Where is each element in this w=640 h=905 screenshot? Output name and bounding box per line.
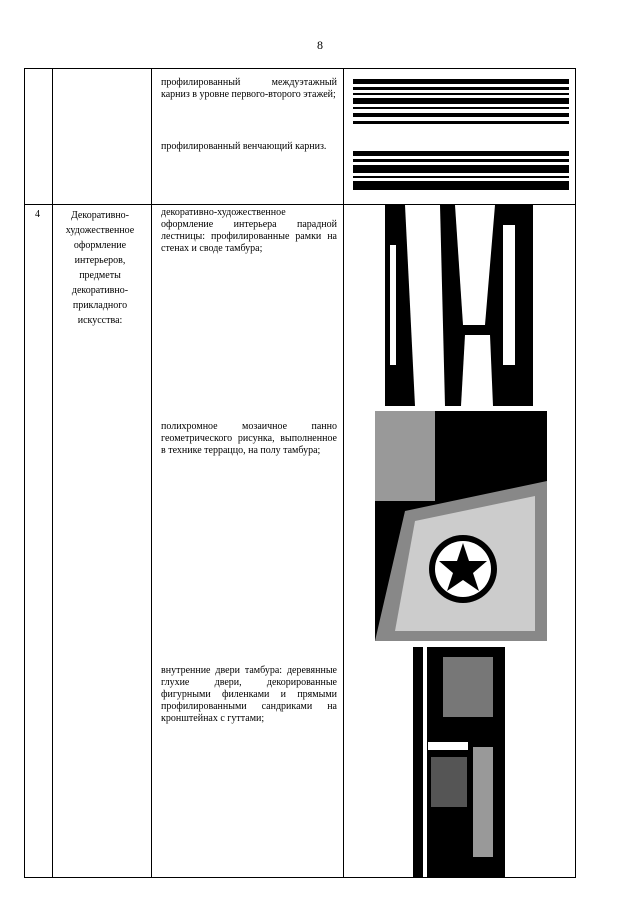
- item-text-crowning-cornice: профилированный венчающий карниз.: [161, 141, 327, 152]
- mosaic-floor-photo-icon: [375, 411, 547, 641]
- item-text-interfloor-cornice: профилированный междуэтажный карниз в уровне первого-второго этажей;: [161, 77, 337, 100]
- item-text-mosaic: полихромное мозаичное панно геометрического рисунка, выполненное в технике терраццо, на полу тамбура;: [161, 421, 337, 456]
- column-divider: [151, 69, 152, 877]
- page-number: 8: [317, 38, 323, 52]
- staircase-photo-icon: [385, 205, 533, 406]
- monuments-table: [24, 68, 576, 878]
- item-text-staircase: декоративно-художественное оформление интерьера парадной лестницы: профилированные рамки на стенах и своде тамбура;: [161, 207, 337, 254]
- column-divider: [343, 69, 344, 877]
- row-number: 4: [35, 209, 40, 220]
- crowning-cornice-photo-icon: [353, 131, 569, 193]
- item-text-doors: внутренние двери тамбура: деревянные глухие двери, декорированные фигурными филенками и прямыми профилированными сандриками на кронштейнах с гуттами;: [161, 665, 337, 724]
- vestibule-doors-photo-icon: [413, 647, 505, 877]
- cornice-photo-icon: [353, 69, 569, 127]
- column-divider: [52, 69, 53, 877]
- category-text: Декоративно-художественное оформление интерьеров, предметы декоративно-прикладного искусства:: [65, 210, 135, 326]
